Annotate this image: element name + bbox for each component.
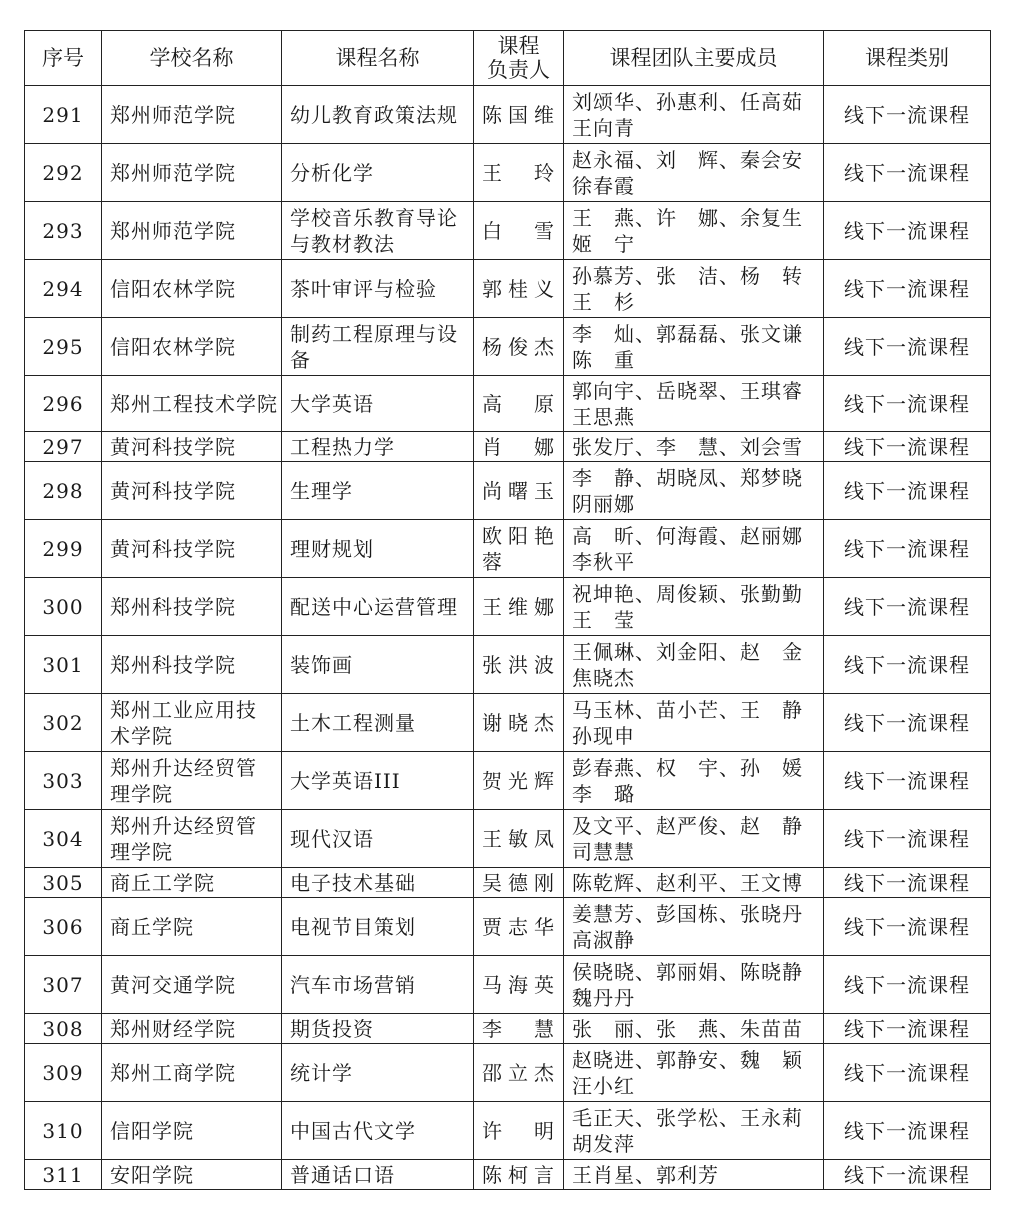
cell-course: 汽车市场营销 bbox=[282, 956, 474, 1014]
header-no: 序号 bbox=[25, 31, 102, 86]
cell-course: 大学英语 bbox=[282, 376, 474, 432]
cell-category: 线下一流课程 bbox=[824, 1102, 991, 1160]
cell-no: 301 bbox=[25, 636, 102, 694]
cell-course: 普通话口语 bbox=[282, 1160, 474, 1190]
cell-no: 305 bbox=[25, 868, 102, 898]
cell-school: 郑州工程技术学院 bbox=[102, 376, 282, 432]
cell-school: 商丘工学院 bbox=[102, 868, 282, 898]
cell-school: 黄河科技学院 bbox=[102, 432, 282, 462]
cell-members: 王 燕、许 娜、余复生姬 宁 bbox=[564, 202, 824, 260]
cell-school: 黄河交通学院 bbox=[102, 956, 282, 1014]
cell-category: 线下一流课程 bbox=[824, 1160, 991, 1190]
cell-no: 292 bbox=[25, 144, 102, 202]
cell-category: 线下一流课程 bbox=[824, 462, 991, 520]
cell-category: 线下一流课程 bbox=[824, 376, 991, 432]
cell-school: 郑州师范学院 bbox=[102, 144, 282, 202]
cell-members: 王肖星、郭利芳 bbox=[564, 1160, 824, 1190]
cell-members: 赵晓进、郭静安、魏 颖汪小红 bbox=[564, 1044, 824, 1102]
cell-school: 郑州师范学院 bbox=[102, 86, 282, 144]
cell-no: 293 bbox=[25, 202, 102, 260]
cell-leader: 许 明 bbox=[474, 1102, 564, 1160]
course-table bbox=[24, 30, 991, 1190]
table-row bbox=[25, 202, 991, 260]
header-school: 学校名称 bbox=[102, 31, 282, 86]
cell-category: 线下一流课程 bbox=[824, 752, 991, 810]
cell-school: 郑州升达经贸管理学院 bbox=[102, 810, 282, 868]
cell-course: 分析化学 bbox=[282, 144, 474, 202]
cell-school: 黄河科技学院 bbox=[102, 462, 282, 520]
cell-leader: 王敏凤 bbox=[474, 810, 564, 868]
table-row bbox=[25, 376, 991, 432]
cell-no: 307 bbox=[25, 956, 102, 1014]
cell-course: 装饰画 bbox=[282, 636, 474, 694]
cell-course: 理财规划 bbox=[282, 520, 474, 578]
table-row bbox=[25, 694, 991, 752]
cell-no: 294 bbox=[25, 260, 102, 318]
table-row bbox=[25, 1160, 991, 1190]
cell-no: 311 bbox=[25, 1160, 102, 1190]
table-row bbox=[25, 956, 991, 1014]
cell-no: 306 bbox=[25, 898, 102, 956]
cell-school: 郑州科技学院 bbox=[102, 578, 282, 636]
cell-school: 郑州师范学院 bbox=[102, 202, 282, 260]
cell-leader: 王维娜 bbox=[474, 578, 564, 636]
cell-course: 电视节目策划 bbox=[282, 898, 474, 956]
cell-category: 线下一流课程 bbox=[824, 810, 991, 868]
cell-members: 及文平、赵严俊、赵 静司慧慧 bbox=[564, 810, 824, 868]
cell-leader: 贺光辉 bbox=[474, 752, 564, 810]
cell-course: 配送中心运营管理 bbox=[282, 578, 474, 636]
cell-school: 信阳学院 bbox=[102, 1102, 282, 1160]
cell-school: 信阳农林学院 bbox=[102, 260, 282, 318]
cell-no: 298 bbox=[25, 462, 102, 520]
table-row bbox=[25, 868, 991, 898]
header-leader bbox=[474, 31, 564, 86]
cell-no: 308 bbox=[25, 1014, 102, 1044]
cell-leader: 李 慧 bbox=[474, 1014, 564, 1044]
header-course: 课程名称 bbox=[282, 31, 474, 86]
cell-category: 线下一流课程 bbox=[824, 578, 991, 636]
cell-school: 郑州科技学院 bbox=[102, 636, 282, 694]
cell-category: 线下一流课程 bbox=[824, 260, 991, 318]
table-row bbox=[25, 260, 991, 318]
cell-course: 生理学 bbox=[282, 462, 474, 520]
table-row bbox=[25, 1044, 991, 1102]
cell-members: 孙慕芳、张 洁、杨 转王 杉 bbox=[564, 260, 824, 318]
cell-course: 幼儿教育政策法规 bbox=[282, 86, 474, 144]
cell-leader: 马海英 bbox=[474, 956, 564, 1014]
cell-leader: 邵立杰 bbox=[474, 1044, 564, 1102]
cell-course: 学校音乐教育导论与教材教法 bbox=[282, 202, 474, 260]
table-row bbox=[25, 432, 991, 462]
cell-no: 309 bbox=[25, 1044, 102, 1102]
cell-leader: 贾志华 bbox=[474, 898, 564, 956]
cell-category: 线下一流课程 bbox=[824, 202, 991, 260]
cell-members: 刘颂华、孙惠利、任高茹王向青 bbox=[564, 86, 824, 144]
table-row bbox=[25, 752, 991, 810]
cell-members: 王佩琳、刘金阳、赵 金焦晓杰 bbox=[564, 636, 824, 694]
header-leader-line2: 负责人 bbox=[487, 58, 550, 82]
cell-category: 线下一流课程 bbox=[824, 144, 991, 202]
cell-category: 线下一流课程 bbox=[824, 898, 991, 956]
cell-school: 郑州财经学院 bbox=[102, 1014, 282, 1044]
table-row bbox=[25, 578, 991, 636]
cell-school: 商丘学院 bbox=[102, 898, 282, 956]
cell-no: 296 bbox=[25, 376, 102, 432]
cell-members: 赵永福、刘 辉、秦会安徐春霞 bbox=[564, 144, 824, 202]
table-row bbox=[25, 86, 991, 144]
table-row bbox=[25, 810, 991, 868]
cell-leader: 吴德刚 bbox=[474, 868, 564, 898]
table-row bbox=[25, 898, 991, 956]
cell-members: 高 昕、何海霞、赵丽娜李秋平 bbox=[564, 520, 824, 578]
cell-category: 线下一流课程 bbox=[824, 520, 991, 578]
cell-school: 郑州工商学院 bbox=[102, 1044, 282, 1102]
header-row bbox=[25, 31, 991, 86]
cell-course: 土木工程测量 bbox=[282, 694, 474, 752]
cell-course: 统计学 bbox=[282, 1044, 474, 1102]
table-row bbox=[25, 1014, 991, 1044]
cell-leader: 欧阳艳蓉 bbox=[474, 520, 564, 578]
cell-category: 线下一流课程 bbox=[824, 636, 991, 694]
cell-school: 郑州升达经贸管理学院 bbox=[102, 752, 282, 810]
cell-leader: 谢晓杰 bbox=[474, 694, 564, 752]
cell-course: 茶叶审评与检验 bbox=[282, 260, 474, 318]
cell-category: 线下一流课程 bbox=[824, 1044, 991, 1102]
cell-leader: 尚曙玉 bbox=[474, 462, 564, 520]
cell-school: 信阳农林学院 bbox=[102, 318, 282, 376]
cell-members: 李 静、胡晓凤、郑梦晓阴丽娜 bbox=[564, 462, 824, 520]
header-leader-line1: 课程 bbox=[497, 34, 540, 58]
cell-leader: 杨俊杰 bbox=[474, 318, 564, 376]
cell-category: 线下一流课程 bbox=[824, 432, 991, 462]
cell-no: 304 bbox=[25, 810, 102, 868]
header-members: 课程团队主要成员 bbox=[564, 31, 824, 86]
table-row bbox=[25, 636, 991, 694]
header-category: 课程类别 bbox=[824, 31, 991, 86]
cell-no: 303 bbox=[25, 752, 102, 810]
cell-course: 制药工程原理与设备 bbox=[282, 318, 474, 376]
cell-category: 线下一流课程 bbox=[824, 956, 991, 1014]
cell-leader: 白 雪 bbox=[474, 202, 564, 260]
cell-members: 姜慧芳、彭国栋、张晓丹高淑静 bbox=[564, 898, 824, 956]
cell-course: 中国古代文学 bbox=[282, 1102, 474, 1160]
cell-no: 300 bbox=[25, 578, 102, 636]
cell-leader: 陈柯言 bbox=[474, 1160, 564, 1190]
cell-school: 黄河科技学院 bbox=[102, 520, 282, 578]
cell-category: 线下一流课程 bbox=[824, 694, 991, 752]
cell-members: 张 丽、张 燕、朱苗苗 bbox=[564, 1014, 824, 1044]
cell-no: 299 bbox=[25, 520, 102, 578]
cell-leader: 高 原 bbox=[474, 376, 564, 432]
cell-no: 310 bbox=[25, 1102, 102, 1160]
table-row bbox=[25, 318, 991, 376]
cell-members: 张发厅、李 慧、刘会雪 bbox=[564, 432, 824, 462]
cell-no: 297 bbox=[25, 432, 102, 462]
table-row bbox=[25, 144, 991, 202]
cell-school: 安阳学院 bbox=[102, 1160, 282, 1190]
cell-school: 郑州工业应用技术学院 bbox=[102, 694, 282, 752]
cell-category: 线下一流课程 bbox=[824, 1014, 991, 1044]
cell-leader: 肖 娜 bbox=[474, 432, 564, 462]
cell-category: 线下一流课程 bbox=[824, 868, 991, 898]
cell-members: 侯晓晓、郭丽娟、陈晓静魏丹丹 bbox=[564, 956, 824, 1014]
table-row bbox=[25, 1102, 991, 1160]
cell-members: 祝坤艳、周俊颖、张勤勤王 莹 bbox=[564, 578, 824, 636]
cell-course: 工程热力学 bbox=[282, 432, 474, 462]
cell-members: 毛正天、张学松、王永莉胡发萍 bbox=[564, 1102, 824, 1160]
cell-leader: 王 玲 bbox=[474, 144, 564, 202]
cell-no: 291 bbox=[25, 86, 102, 144]
cell-leader: 郭桂义 bbox=[474, 260, 564, 318]
cell-no: 295 bbox=[25, 318, 102, 376]
cell-course: 大学英语III bbox=[282, 752, 474, 810]
cell-leader: 张洪波 bbox=[474, 636, 564, 694]
cell-members: 李 灿、郭磊磊、张文谦陈 重 bbox=[564, 318, 824, 376]
cell-members: 陈乾辉、赵利平、王文博 bbox=[564, 868, 824, 898]
cell-category: 线下一流课程 bbox=[824, 86, 991, 144]
cell-members: 郭向宇、岳晓翠、王琪睿王思燕 bbox=[564, 376, 824, 432]
cell-members: 马玉林、苗小芒、王 静孙现申 bbox=[564, 694, 824, 752]
cell-course: 现代汉语 bbox=[282, 810, 474, 868]
cell-members: 彭春燕、权 宇、孙 媛李 璐 bbox=[564, 752, 824, 810]
table-row bbox=[25, 520, 991, 578]
cell-leader: 陈国维 bbox=[474, 86, 564, 144]
table-row bbox=[25, 462, 991, 520]
cell-category: 线下一流课程 bbox=[824, 318, 991, 376]
cell-no: 302 bbox=[25, 694, 102, 752]
cell-course: 期货投资 bbox=[282, 1014, 474, 1044]
cell-course: 电子技术基础 bbox=[282, 868, 474, 898]
